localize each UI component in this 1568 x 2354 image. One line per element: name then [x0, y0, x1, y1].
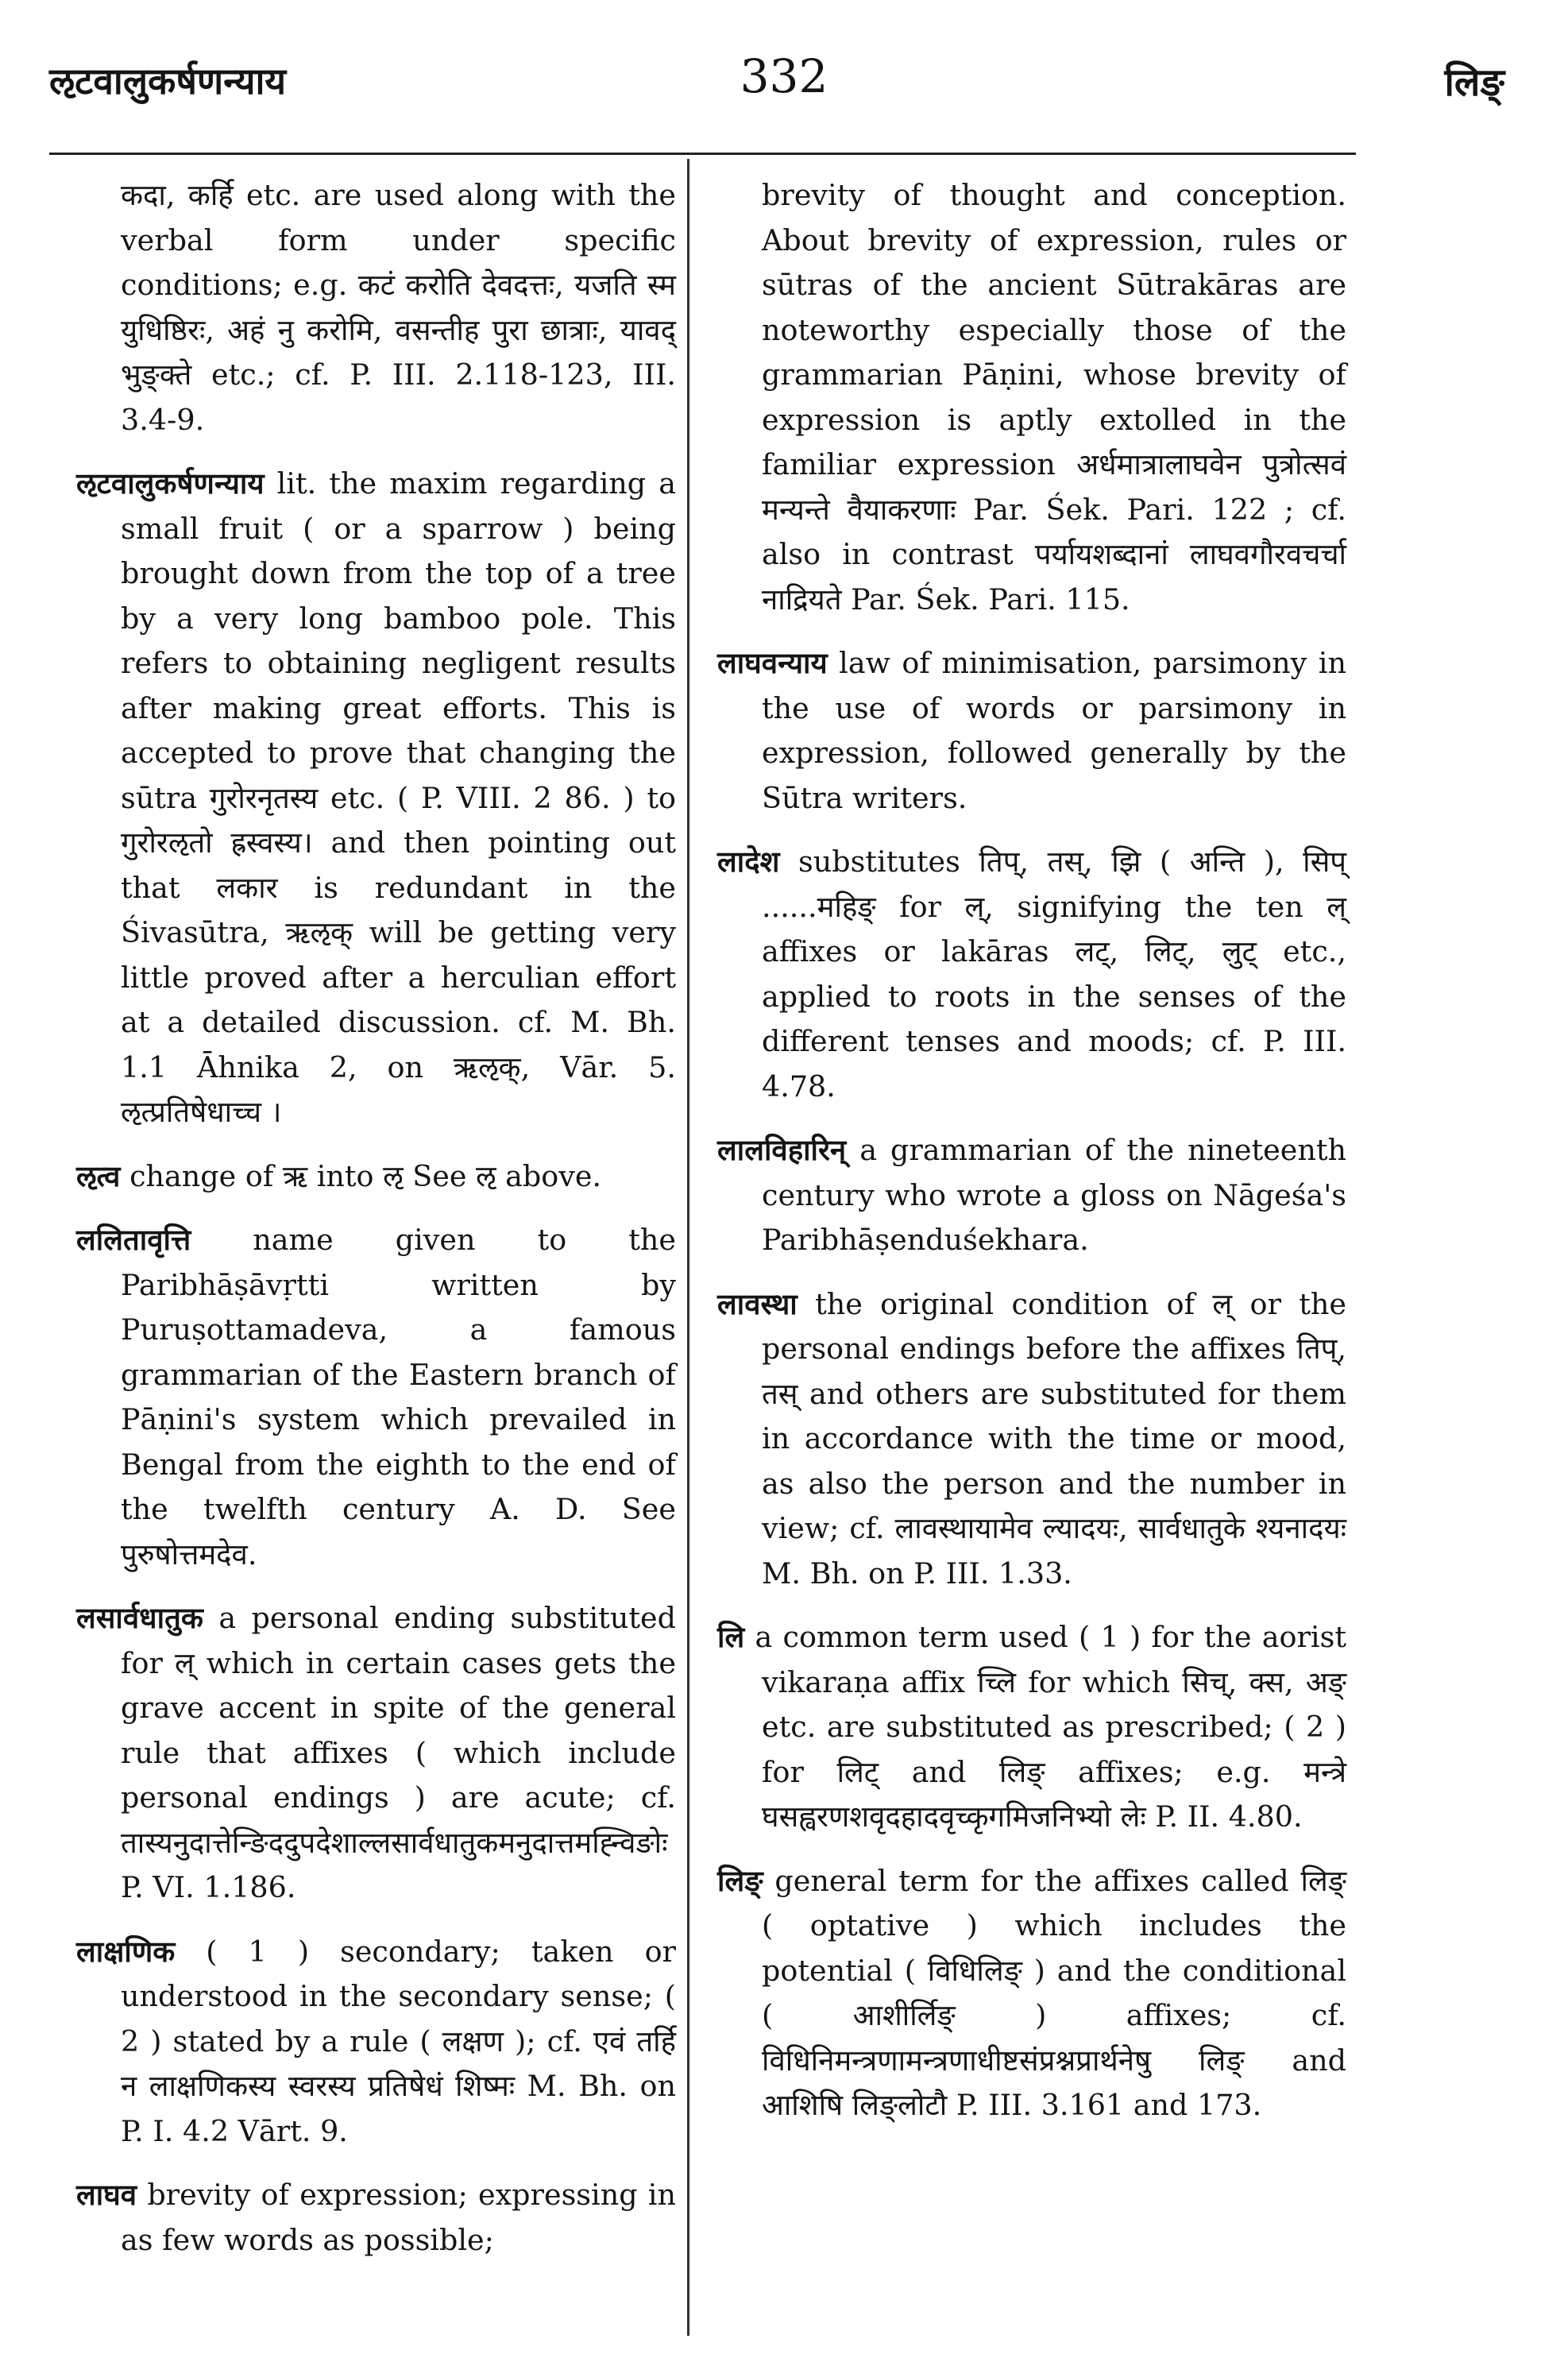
- dictionary-entry: [76, 1930, 676, 2155]
- entry-text: ( 1 ) secondary; taken or understood in the secondary sense; ( 2 ) stated by a rule ( लक्षण ); cf. एवं तर्हि न लाक्षणिकस्य स्वरस्य प्रतिषेधं शिष्मः M. Bh. on P. I. 4.2 Vārt. 9.: [121, 1934, 676, 2148]
- headword: लालविहारिन्: [717, 1133, 847, 1167]
- header-rule: [49, 153, 1356, 155]
- page-number: 332: [740, 49, 828, 103]
- headword: लाघवन्याय: [717, 646, 828, 680]
- headword: ऌटवालुकर्षणन्याय: [76, 466, 265, 501]
- column-divider: [687, 159, 689, 2336]
- running-head-right: लिङ्: [1444, 60, 1504, 105]
- headword: ललितावृत्ति: [76, 1223, 191, 1257]
- headword: लादेश: [717, 845, 780, 879]
- entry-text: change of ऋ into ऌ See ऌ above.: [129, 1158, 602, 1193]
- headword: लावस्था: [717, 1286, 798, 1321]
- dictionary-entry: [76, 2173, 676, 2263]
- headword: लि: [717, 1620, 745, 1654]
- dictionary-entry: [717, 1859, 1346, 2128]
- entry-text: brevity of thought and conception. About brevity of expression, rules or sūtras of the ancient Sūtrakāras are noteworthy especially those of the grammarian Pāṇini, whose brevity of expression is aptly extolled in the familiar expression अर्धमात्रालाघवेन पुत्रोत्सवं मन्यन्ते वैयाकरणाः Par. Śek. Pari. 122 ; cf. also in contrast पर्यायशब्दानां लाघवगौरवचर्चा नाद्रियते Par. Śek. Pari. 115.: [762, 178, 1346, 617]
- entry-text: lit. the maxim regarding a small fruit ( or a sparrow ) being brought down from the top of a tree by a very long bamboo pole. This refers to obtaining negligent results after making great efforts. This is accepted to prove that changing the sūtra गुरोरनृतस्य etc. ( P. VIII. 2 86. ) to गुरोरऌतो ह्रस्वस्य। and then pointing out that लकार is redundant in the Śivasūtra, ऋऌक् will be getting very little proved after a herculian effort at a detailed discussion. cf. M. Bh. 1.1 Āhnika 2, on ऋऌक्, Vār. 5. ऌत्प्रतिषेधाच्च ।: [121, 466, 676, 1129]
- entry-text: substitutes तिप्, तस्, झि ( अन्ति ), सिप् ......महिङ् for ल्, signifying the ten ल् affixes or lakāras लट्, लिट्, लुट् etc., applied to roots in the senses of the different tenses and moods; cf. P. III. 4.78.: [762, 845, 1346, 1104]
- dictionary-entry: [717, 1615, 1346, 1840]
- entry-text: name given to the Paribhāṣāvṛtti written by Puruṣottamadeva, a famous grammarian of the Eastern branch of Pāṇini's system which prevailed in Bengal from the eighth to the end of the twelfth century A. D. See पुरुषोत्तमदेव.: [121, 1223, 676, 1571]
- continued-entry: [717, 173, 1346, 622]
- entry-text: कदा, कर्हि etc. are used along with the verbal form under specific conditions; e.g. कटं करोति देवदत्तः, यजति स्म युधिष्ठिरः, अहं नु करोमि, वसन्तीह पुरा छात्राः, यावद् भुङ्क्ते etc.; cf. P. III. 2.118-123, III. 3.4-9.: [121, 178, 676, 437]
- entry-text: a grammarian of the nineteenth century who wrote a gloss on Nāgeśa's Paribhāṣenduśekhara.: [762, 1133, 1347, 1257]
- dictionary-entry: [76, 1596, 676, 1911]
- left-column: [76, 173, 676, 2282]
- dictionary-entry: [717, 641, 1346, 821]
- headword: लाक्षणिक: [76, 1934, 176, 1969]
- dictionary-entry: [717, 1282, 1346, 1597]
- entry-text: law of minimisation, parsimony in the use of words or parsimony in expression, followed generally by the Sūtra writers.: [762, 646, 1346, 815]
- continued-entry: [76, 173, 676, 443]
- running-head-left: ऌटवालुकर्षणन्याय: [49, 60, 287, 102]
- headword: लिङ्: [717, 1863, 763, 1898]
- entry-text: the original condition of ल् or the personal endings before the affixes तिप्, तस् and others are substituted for them in accordance with the time or mood, as also the person and the number in view; cf. लावस्थायामेव ल्यादयः, सार्वधातुके श्यनादयः M. Bh. on P. III. 1.33.: [762, 1286, 1346, 1591]
- headword: लसार्वधातुक: [76, 1601, 203, 1635]
- dictionary-entry: [717, 840, 1346, 1109]
- entry-text: a common term used ( 1 ) for the aorist vikaraṇa affix च्लि for which सिच्, क्स, अङ् etc. are substituted as prescribed; ( 2 ) for लिट् and लिङ् affixes; e.g. मन्त्रे घसह्वरणशवृदहादवृच्कृगमिजनिभ्यो लेः P. II. 4.80.: [755, 1620, 1346, 1834]
- headword: ऌत्व: [76, 1158, 121, 1193]
- entry-text: brevity of expression; expressing in as few words as possible;: [121, 2178, 676, 2257]
- dictionary-entry: [717, 1128, 1346, 1263]
- page-header: [0, 49, 1568, 111]
- entry-text: a personal ending substituted for ल् which in certain cases gets the grave accent in spite of the general rule that affixes ( which include personal endings ) are acute; cf. तास्यनुदात्तेन्ङिददुपदेशाल्लसार्वधातुकमनुदात्तमह्न्विङोः P. VI. 1.186.: [121, 1601, 676, 1904]
- right-column: [717, 173, 1346, 2147]
- headword: लाघव: [76, 2178, 137, 2212]
- dictionary-entry: [76, 1154, 676, 1200]
- dictionary-entry: [76, 1218, 676, 1577]
- dictionary-entry: [76, 462, 676, 1135]
- entry-text: general term for the affixes called लिङ् ( optative ) which includes the potential ( विधिलिङ् ) and the conditional ( आशीर्लिङ् ) affixes; cf. विधिनिमन्त्रणामन्त्रणाधीष्टसंप्रश्नप्रार्थनेषु लिङ् and आशिषि लिङ्लोटौ P. III. 3.161 and 173.: [762, 1863, 1346, 2122]
